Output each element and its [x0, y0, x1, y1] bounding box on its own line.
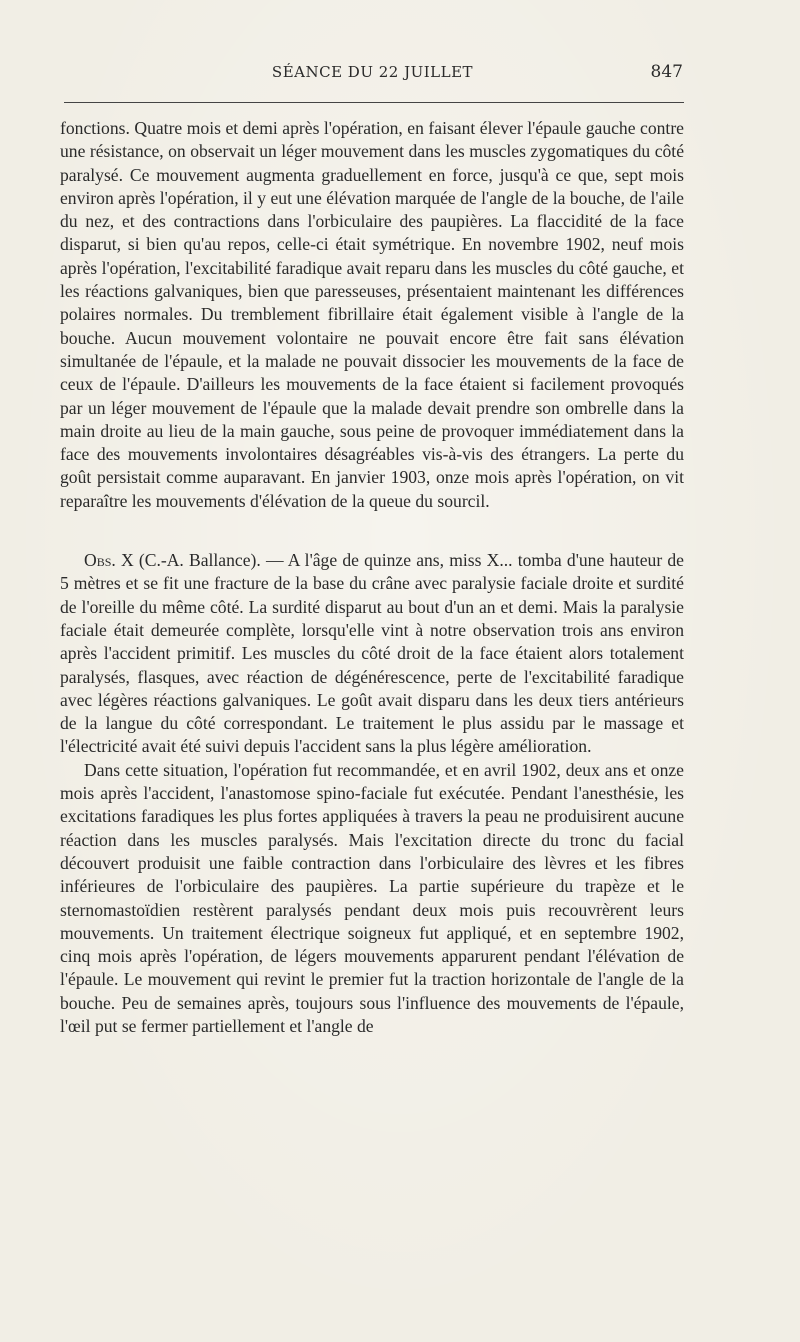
- page-header: [60, 60, 685, 86]
- running-title: SÉANCE DU 22 JUILLET: [271, 63, 474, 81]
- paragraph-observation-x: [60, 549, 684, 759]
- paragraph-continuation: fonctions. Quatre mois et demi après l'opération, en faisant élever l'épaule gauche contre une résistance, on observait un léger mouvement dans les muscles zygomatiques du côté paralysé. Ce mouvement augmenta graduellement en force, jusqu'à ce que, sept mois environ après l'opération, il y eut une élévation marquée de l'angle de la bouche, de l'aile du nez, et des contractions dans l'orbiculaire des paupières. La flaccidité de la face disparut, si bien qu'au repos, celle-ci était symétrique. En novembre 1902, neuf mois après l'opération, l'excitabilité faradique avait reparu dans les muscles du côté gauche, et les réactions galvaniques, bien que paresseuses, présentaient maintenant les différences polaires normales. Du tremblement fibrillaire était également visible à l'angle de la bouche. Aucun mouvement volontaire ne pouvait encore être fait sans élévation simultanée de l'épaule, et la malade ne pouvait dissocier les mouvements de la face de ceux de l'épaule. D'ailleurs les mouvements de la face étaient si facilement provoqués par un léger mouvement de l'épaule que la malade devait prendre son ombrelle dans la main droite au lieu de la main gauche, sous peine de provoquer immédiatement dans la face des mouvements involontaires désagréables vis-à-vis des étrangers. La perte du goût persistait comme auparavant. En janvier 1903, onze mois après l'opération, on vit reparaître les mouvements d'élévation de la queue du sourcil.: [60, 118, 684, 511]
- observation-text: (C.-A. Ballance). — A l'âge de quinze ans, miss X... tomba d'une hauteur de 5 mètres et se fit une fracture de la base du crâne avec paralysie faciale droite et surdité de l'oreille du même côté. La surdité disparut au bout d'un an et demi. Mais la paralysie faciale était demeurée complète, lorsqu'elle vint à notre observation trois ans environ après l'accident primitif. Les muscles du côté droit de la face étaient alors totalement paralysés, flasques, avec réaction de dégénérescence, perte de l'excitabilité faradique avec légères réactions galvaniques. Le goût avait disparu dans les deux tiers antérieurs de la langue du côté correspondant. Le traitement le plus assidu par le massage et l'électricité avait été suivi depuis l'accident sans la plus légère amélioration.: [60, 550, 684, 757]
- paragraph-operation: Dans cette situation, l'opération fut recommandée, et en avril 1902, deux ans et onze mois après l'accident, l'anastomose spino-faciale fut exécutée. Pendant l'anesthésie, les excitations faradiques les plus fortes appliquées à travers la peau ne produisirent aucune réaction dans les muscles paralysés. Mais l'excitation directe du tronc du facial découvert produisit une faible contraction dans l'orbiculaire des lèvres et les fibres inférieures de l'orbiculaire des paupières. La partie supérieure du trapèze et le sternomastoïdien restèrent paralysés pendant deux mois puis recouvrèrent leurs mouvements. Un traitement électrique soigneux fut appliqué, et en septembre 1902, cinq mois après l'opération, de légers mouvements apparurent pendant l'élévation de l'épaule. Le mouvement qui revint le premier fut la traction horizontale de l'angle de la bouche. Peu de semaines après, toujours sous l'influence des mouvements de l'épaule, l'œil put se fermer partiellement et l'angle de: [60, 759, 684, 1036]
- body-text: [60, 117, 684, 1038]
- page-number: 847: [650, 62, 683, 82]
- header-rule: [64, 102, 684, 103]
- observation-label: Obs. X: [84, 550, 134, 571]
